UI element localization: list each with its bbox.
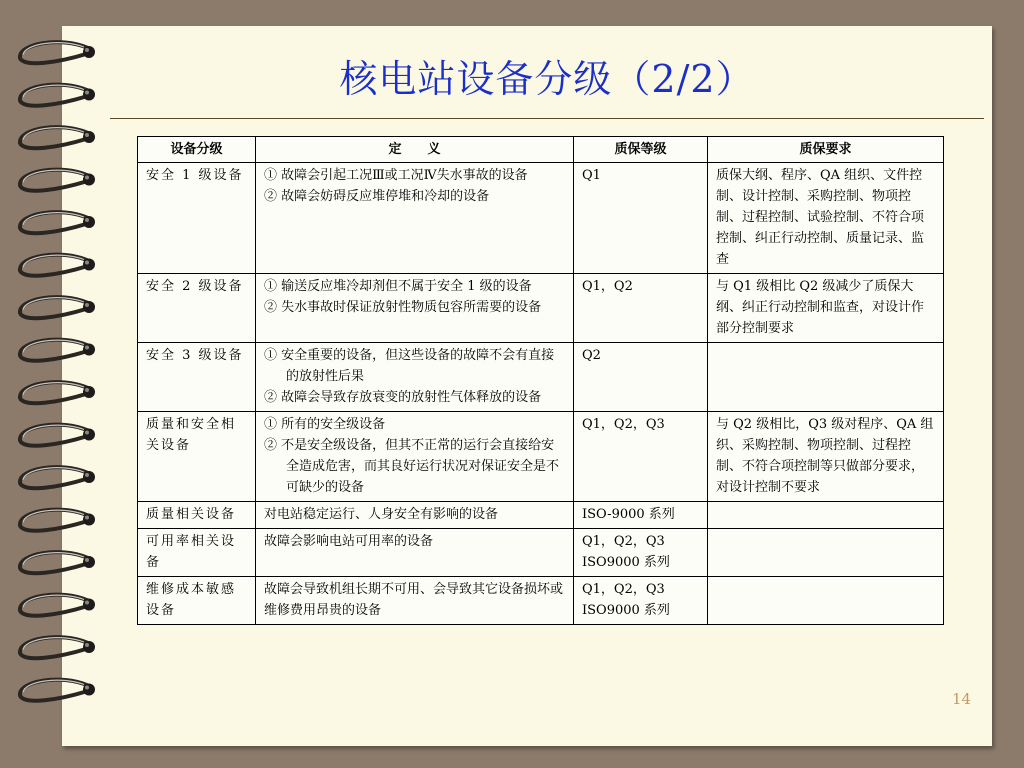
binding-ring <box>20 467 95 488</box>
cell-category: 质量相关设备 <box>138 502 256 529</box>
cell-qa-grade: Q1，Q2，Q3 ISO9000 系列 <box>574 529 708 577</box>
header-category: 设备分级 <box>138 137 256 163</box>
cell-definition <box>256 274 574 343</box>
cell-category: 维修成本敏感设备 <box>138 577 256 625</box>
cell-category: 安全 2 级设备 <box>138 274 256 343</box>
definition-item: ② 失水事故时保证放射性物质包容所需要的设备 <box>264 300 542 315</box>
table-row <box>138 412 944 502</box>
header-qa-grade: 质保等级 <box>574 137 708 163</box>
binding-ring <box>20 552 95 573</box>
cell-definition <box>256 412 574 502</box>
binding-ring <box>20 212 95 233</box>
cell-qa-requirement: 与 Q2 级相比，Q3 级对程序、QA 组织、采购控制、物项控制、过程控制、不符合项控制等只做部分要求，对设计控制不要求 <box>708 412 944 502</box>
binding-ring <box>20 680 95 701</box>
binding-ring <box>20 42 95 63</box>
table-row <box>138 502 944 529</box>
cell-category: 安全 1 级设备 <box>138 163 256 274</box>
table-row <box>138 274 944 343</box>
cell-category: 可用率相关设备 <box>138 529 256 577</box>
binding-ring <box>20 637 95 658</box>
cell-qa-requirement: 与 Q1 级相比 Q2 级减少了质保大纲、纠正行动控制和监查，对设计作部分控制要求 <box>708 274 944 343</box>
cell-qa-grade: ISO-9000 系列 <box>574 502 708 529</box>
definition-item: 故障会导致机组长期不可用、会导致其它设备损坏或维修费用昂贵的设备 <box>264 582 564 618</box>
binding-ring <box>20 85 95 106</box>
table-row <box>138 163 944 274</box>
cell-qa-grade: Q2 <box>574 343 708 412</box>
page-number: 14 <box>952 690 972 708</box>
slide-title: 核电站设备分级（2/2） <box>339 57 755 101</box>
table-row <box>138 343 944 412</box>
binding-ring <box>20 340 95 361</box>
equipment-grading-table <box>137 136 944 625</box>
cell-definition <box>256 163 574 274</box>
cell-category: 安全 3 级设备 <box>138 343 256 412</box>
table-row <box>138 529 944 577</box>
header-qa-requirement: 质保要求 <box>708 137 944 163</box>
cell-definition <box>256 343 574 412</box>
definition-item: ① 输送反应堆冷却剂但不属于安全 1 级的设备 <box>264 279 532 294</box>
cell-definition <box>256 502 574 529</box>
header-definition: 定 义 <box>256 137 574 163</box>
cell-qa-requirement <box>708 343 944 412</box>
definition-item: ② 故障会导致存放衰变的放射性气体释放的设备 <box>264 390 542 405</box>
binding-ring <box>20 382 95 403</box>
cell-qa-requirement <box>708 502 944 529</box>
binding-ring <box>20 170 95 191</box>
binding-ring <box>20 127 95 148</box>
cell-qa-grade: Q1，Q2，Q3 ISO9000 系列 <box>574 577 708 625</box>
spiral-binding <box>0 0 110 768</box>
cell-qa-requirement <box>708 577 944 625</box>
cell-definition <box>256 577 574 625</box>
cell-qa-requirement <box>708 529 944 577</box>
cell-qa-requirement: 质保大纲、程序、QA 组织、文件控制、设计控制、采购控制、物项控制、过程控制、试验控制、不符合项控制、纠正行动控制、质量记录、监查 <box>708 163 944 274</box>
cell-qa-grade: Q1，Q2，Q3 <box>574 412 708 502</box>
title-divider <box>110 118 984 119</box>
table-header-row <box>138 137 944 163</box>
definition-item: ② 故障会妨碍反应堆停堆和冷却的设备 <box>264 189 490 204</box>
binding-ring <box>20 425 95 446</box>
cell-definition <box>256 529 574 577</box>
definition-item: ① 所有的安全级设备 <box>264 417 386 432</box>
definition-item: 对电站稳定运行、人身安全有影响的设备 <box>264 507 499 522</box>
definition-item: ① 故障会引起工况Ⅲ或工况Ⅳ失水事故的设备 <box>264 168 528 183</box>
binding-ring <box>20 510 95 531</box>
binding-ring <box>20 297 95 318</box>
definition-item: ② 不是安全级设备，但其不正常的运行会直接给安全造成危害，而其良好运行状况对保证安全是不可缺少的设备 <box>264 438 560 495</box>
binding-ring <box>20 255 95 276</box>
table-row <box>138 577 944 625</box>
cell-qa-grade: Q1 <box>574 163 708 274</box>
definition-item: 故障会影响电站可用率的设备 <box>264 534 434 549</box>
cell-qa-grade: Q1，Q2 <box>574 274 708 343</box>
cell-category: 质量和安全相关设备 <box>138 412 256 502</box>
definition-item: ① 安全重要的设备，但这些设备的故障不会有直接的放射性后果 <box>264 348 555 384</box>
binding-ring <box>20 595 95 616</box>
